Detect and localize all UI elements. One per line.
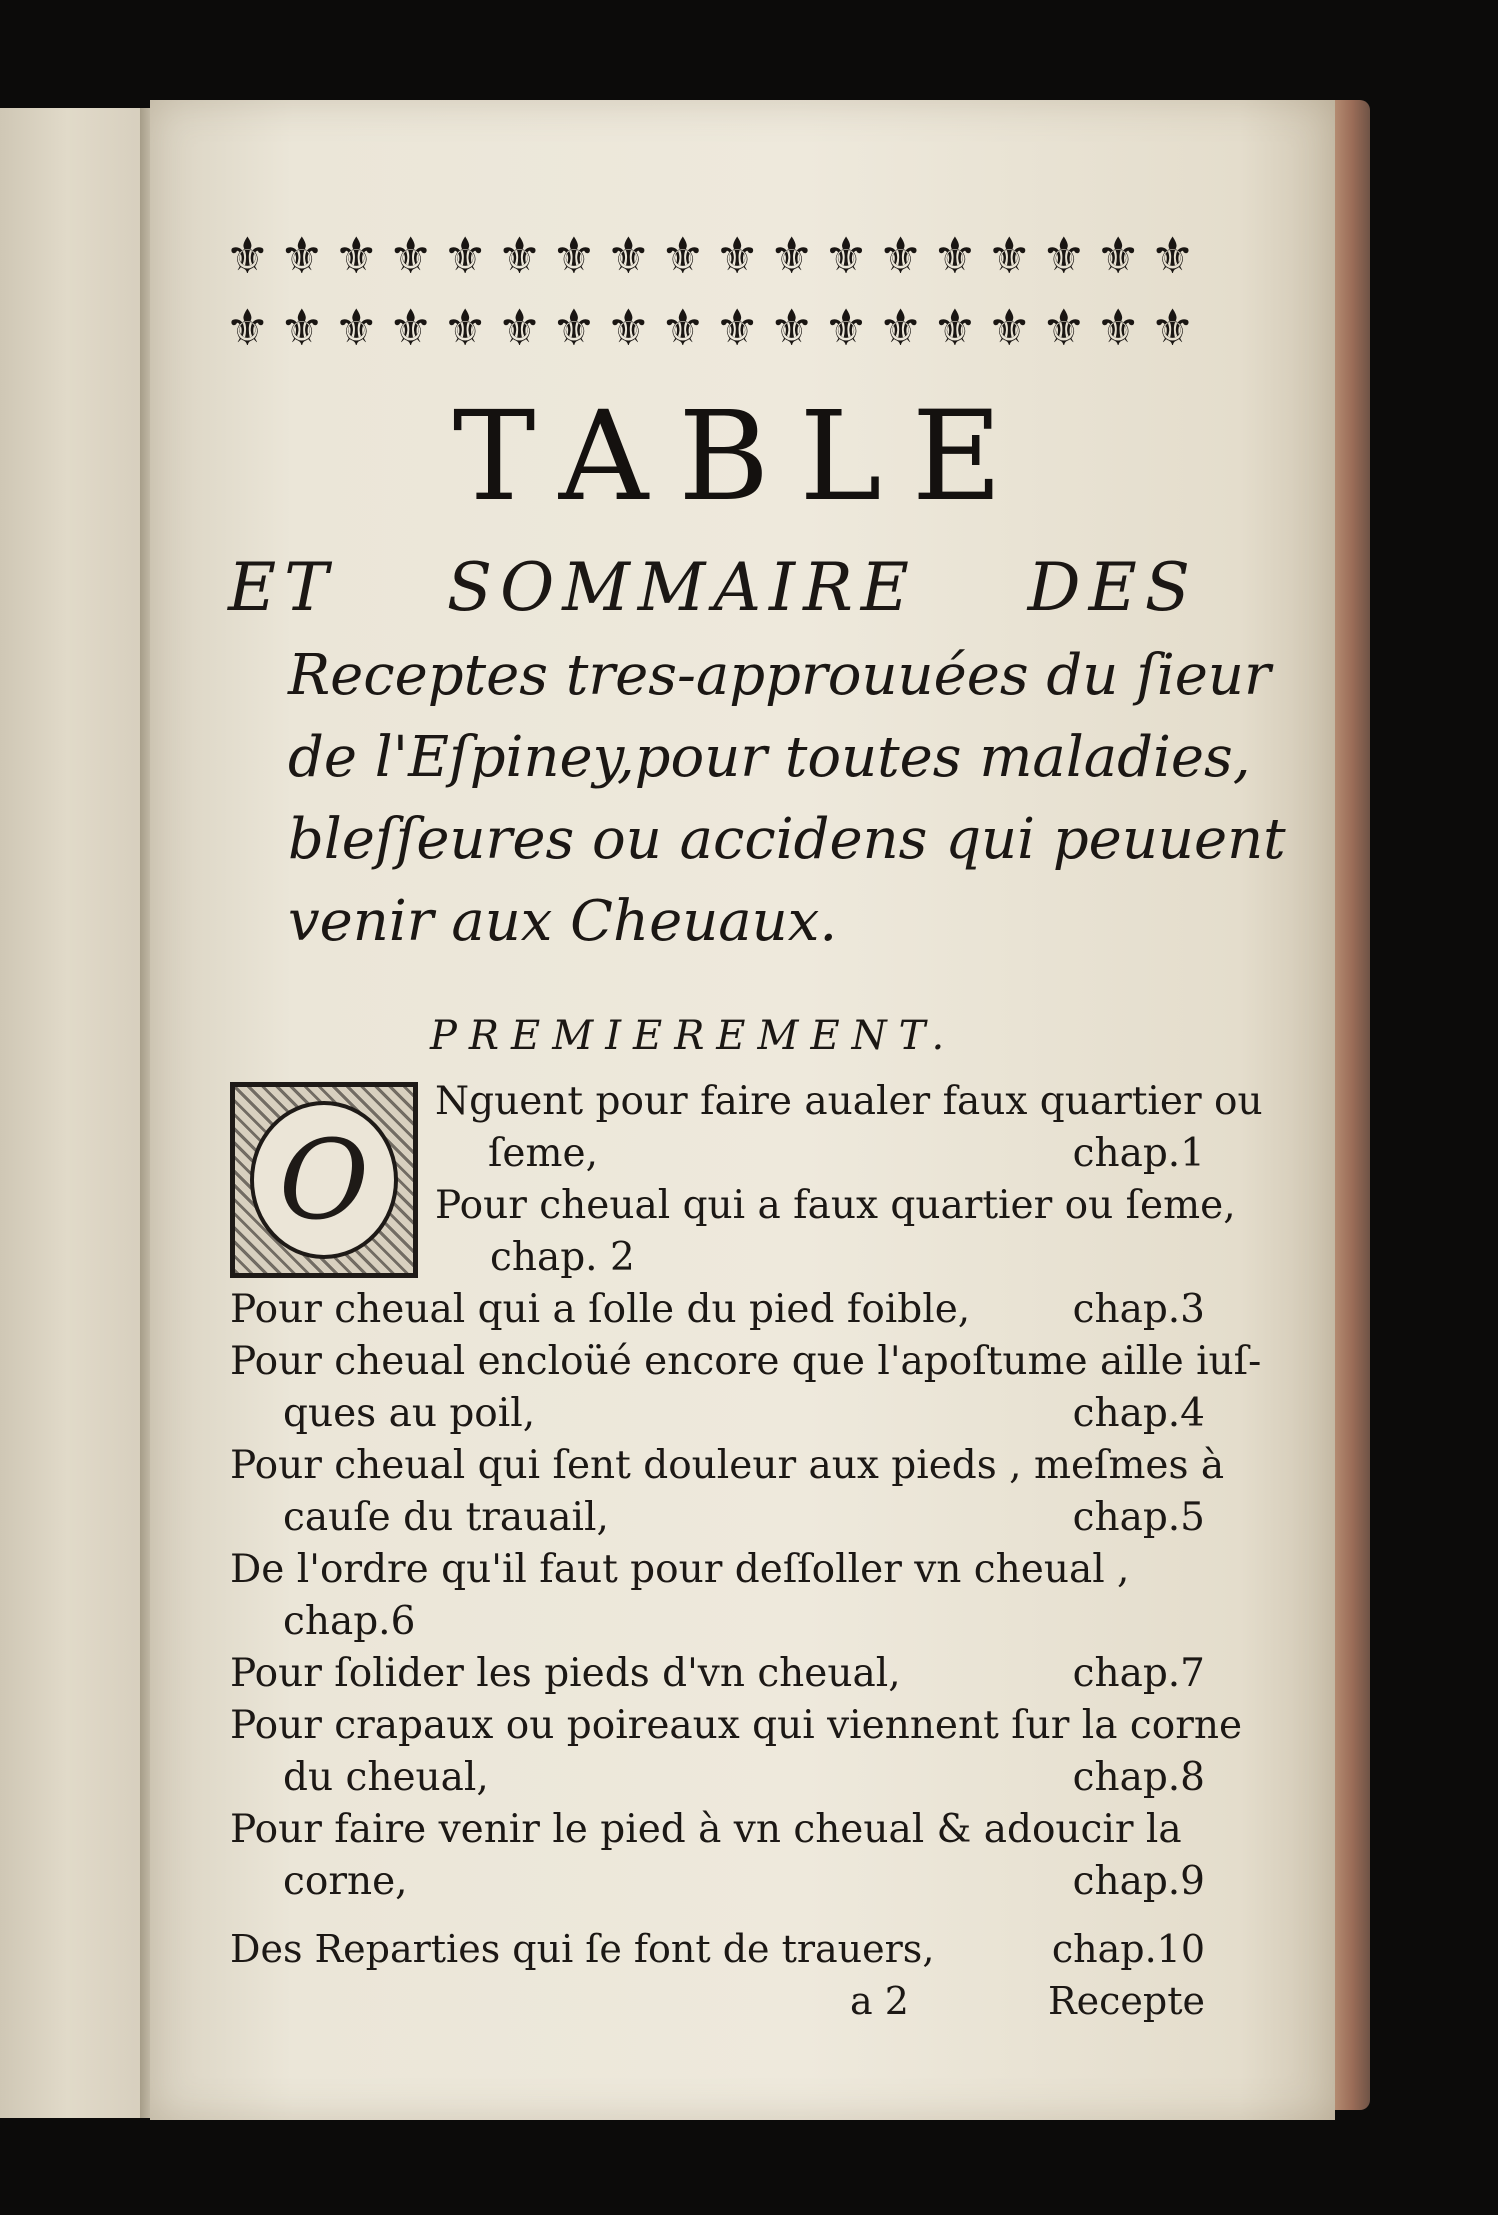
toc-entry-6-line-1: De l'ordre qu'il faut pour deſſoller vn cheual , — [230, 1547, 1130, 1592]
fleur-de-lis-icon: ⚜ — [714, 300, 760, 356]
fleur-de-lis-icon: ⚜ — [660, 228, 706, 284]
fleur-de-lis-icon: ⚜ — [878, 300, 923, 356]
fleur-de-lis-icon: ⚜ — [1150, 300, 1195, 356]
toc-entry-text: Des Reparties qui ſe font de trauers, — [230, 1927, 935, 1971]
fleur-de-lis-icon: ⚜ — [333, 300, 379, 356]
fleuron-ornament-row-1 — [225, 228, 1195, 284]
fleur-de-lis-icon: ⚜ — [878, 228, 923, 284]
page-title: TABLE — [452, 385, 1033, 529]
toc-entry-3 — [230, 1287, 1205, 1332]
toc-entry-9-line-1: Pour faire venir le pied à vn cheual & adoucir la — [230, 1807, 1182, 1852]
fleuron-ornament-row-2 — [225, 300, 1195, 356]
toc-entry-4-line-2 — [283, 1391, 1205, 1436]
chapter-reference: chap. 2 — [490, 1235, 635, 1280]
chapter-reference: chap.8 — [1072, 1755, 1205, 1800]
fleur-de-lis-icon: ⚜ — [497, 228, 542, 284]
toc-entry-4-line-1: Pour cheual encloüé encore que l'apoſtume aille iuſ- — [230, 1339, 1262, 1384]
fleur-de-lis-icon: ⚜ — [279, 228, 325, 284]
fleur-de-lis-icon: ⚜ — [1095, 300, 1141, 356]
chapter-reference: chap.1 — [1072, 1131, 1205, 1176]
fleur-de-lis-icon: ⚜ — [769, 228, 815, 284]
catchword: Recepte — [1048, 1979, 1205, 2023]
fleur-de-lis-icon: ⚜ — [605, 228, 651, 284]
fleur-de-lis-icon: ⚜ — [225, 300, 270, 356]
fleur-de-lis-icon: ⚜ — [660, 300, 706, 356]
toc-entry-9-line-2 — [283, 1859, 1205, 1904]
fleur-de-lis-icon: ⚜ — [388, 228, 434, 284]
chapter-reference: chap.9 — [1072, 1859, 1205, 1904]
toc-entry-10 — [230, 1927, 1205, 1971]
chapter-reference: chap.3 — [1072, 1287, 1205, 1332]
fleur-de-lis-icon: ⚜ — [551, 228, 597, 284]
toc-entry-2-line-1: Pour cheual qui a faux quartier ou ſeme, — [435, 1183, 1236, 1228]
fleur-de-lis-icon: ⚜ — [1041, 228, 1087, 284]
toc-entry-5-line-2 — [283, 1495, 1205, 1540]
fleur-de-lis-icon: ⚜ — [442, 228, 488, 284]
fleur-de-lis-icon: ⚜ — [1095, 228, 1141, 284]
toc-entry-1-line-1: Nguent pour faire aualer faux quartier ou — [435, 1079, 1263, 1124]
left-page-edge — [0, 108, 152, 2118]
fleur-de-lis-icon: ⚜ — [932, 228, 978, 284]
subtitle-line-3: de l'Eſpiney,pour toutes maladies, — [288, 725, 1251, 790]
toc-entry-text: du cheual, — [283, 1755, 489, 1800]
toc-entry-5-line-1: Pour cheual qui ſent douleur aux pieds , meſmes à — [230, 1443, 1225, 1488]
initial-letter: O — [250, 1101, 398, 1259]
fleur-de-lis-icon: ⚜ — [823, 300, 869, 356]
toc-entry-8-line-2 — [283, 1755, 1205, 1800]
toc-entry-text: ſeme, — [488, 1131, 598, 1176]
toc-entry-1-line-2 — [488, 1131, 1205, 1176]
signature-mark: a 2 — [850, 1979, 909, 2023]
fleur-de-lis-icon: ⚜ — [333, 228, 379, 284]
chapter-reference: chap.6 — [283, 1599, 416, 1644]
fleur-de-lis-icon: ⚜ — [388, 300, 434, 356]
chapter-reference: chap.4 — [1072, 1391, 1205, 1436]
fleur-de-lis-icon: ⚜ — [1041, 300, 1087, 356]
fleur-de-lis-icon: ⚜ — [605, 300, 651, 356]
toc-entry-7 — [230, 1651, 1205, 1696]
toc-entry-text: Pour ſolider les pieds d'vn cheual, — [230, 1651, 901, 1696]
chapter-reference: chap.10 — [1051, 1927, 1205, 1971]
fleur-de-lis-icon: ⚜ — [932, 300, 978, 356]
toc-entry-text: ques au poil, — [283, 1391, 536, 1436]
fleur-de-lis-icon: ⚜ — [1150, 228, 1195, 284]
fleur-de-lis-icon: ⚜ — [769, 300, 815, 356]
chapter-reference: chap.5 — [1072, 1495, 1205, 1540]
page-footer — [850, 1979, 1205, 2023]
fleur-de-lis-icon: ⚜ — [225, 228, 270, 284]
fleur-de-lis-icon: ⚜ — [986, 300, 1032, 356]
toc-entry-text: Pour cheual qui a ſolle du pied foible, — [230, 1287, 971, 1332]
section-heading: PREMIEREMENT. — [430, 1013, 957, 1059]
fleur-de-lis-icon: ⚜ — [279, 300, 325, 356]
toc-entry-text: corne, — [283, 1859, 408, 1904]
subtitle-line-5: venir aux Cheuaux. — [288, 889, 838, 954]
toc-entry-8-line-1: Pour crapaux ou poireaux qui viennent ſur la corne — [230, 1703, 1243, 1748]
fleur-de-lis-icon: ⚜ — [497, 300, 542, 356]
subtitle-line-4: bleſſeures ou accidens qui peuuent — [288, 807, 1286, 872]
subtitle-line-2: Receptes tres-approuuées du ſieur — [288, 643, 1271, 708]
chapter-reference: chap.7 — [1072, 1651, 1205, 1696]
fleur-de-lis-icon: ⚜ — [442, 300, 488, 356]
subtitle-line-1: ET SOMMAIRE DES — [228, 549, 1198, 626]
toc-entry-text: cauſe du trauail, — [283, 1495, 609, 1540]
fleur-de-lis-icon: ⚜ — [823, 228, 869, 284]
fleur-de-lis-icon: ⚜ — [551, 300, 597, 356]
decorated-initial — [230, 1082, 418, 1278]
fleur-de-lis-icon: ⚜ — [986, 228, 1032, 284]
fleur-de-lis-icon: ⚜ — [714, 228, 760, 284]
